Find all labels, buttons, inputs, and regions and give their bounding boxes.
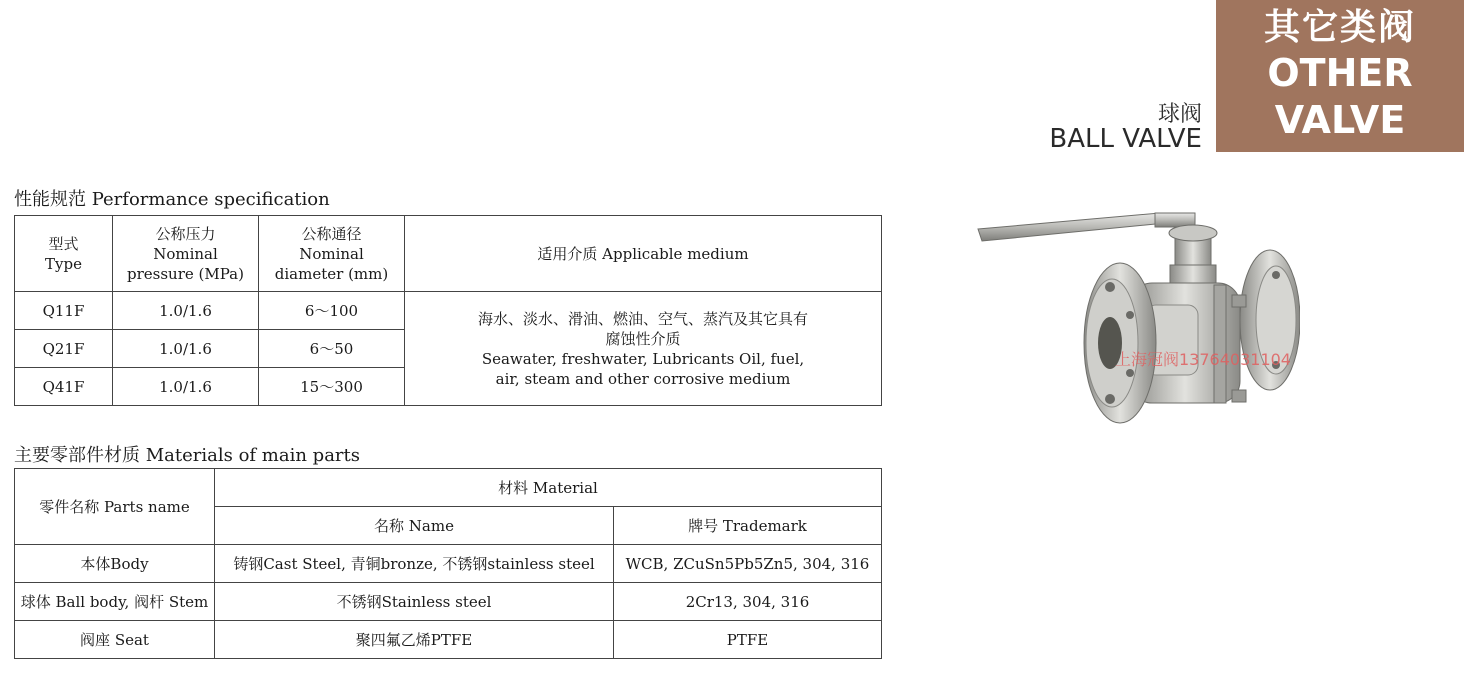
part-cell: 本体Body — [15, 545, 215, 583]
table-row — [15, 545, 882, 583]
type-cell: Q41F — [15, 368, 113, 406]
diameter-cell: 6～100 — [259, 292, 405, 330]
header-pressure — [113, 216, 259, 292]
trademark-cell: WCB, ZCuSn5Pb5Zn5, 304, 316 — [614, 545, 882, 583]
pressure-cell: 1.0/1.6 — [113, 292, 259, 330]
category-title-zh: 其它类阀 — [1263, 7, 1416, 48]
header-type-zh: 型式 — [48, 234, 79, 253]
trademark-cell: PTFE — [614, 621, 882, 659]
performance-section-title: 性能规范 Performance specification — [14, 189, 330, 210]
category-banner — [1216, 0, 1464, 152]
pressure-cell: 1.0/1.6 — [113, 330, 259, 368]
part-cell: 阀座 Seat — [15, 621, 215, 659]
header-pressure-zh: 公称压力 — [155, 224, 216, 243]
category-title-en-1: OTHER — [1267, 51, 1413, 95]
materials-header-row — [15, 469, 882, 507]
material-name-cell: 不锈钢Stainless steel — [215, 583, 614, 621]
materials-section-title: 主要零部件材质 Materials of main parts — [14, 445, 360, 466]
trademark-cell: 2Cr13, 304, 316 — [614, 583, 882, 621]
medium-en: Seawater, freshwater, Lubricants Oil, fuel, air, steam and other corrosive medium — [481, 349, 805, 388]
header-diameter-en-2: diameter (mm) — [274, 264, 389, 283]
pressure-cell: 1.0/1.6 — [113, 368, 259, 406]
performance-header-row — [15, 216, 882, 292]
performance-table — [14, 215, 882, 406]
product-title-en: BALL VALVE — [1049, 124, 1202, 154]
header-type-en: Type — [45, 254, 82, 273]
material-name-cell: 聚四氟乙烯PTFE — [215, 621, 614, 659]
header-type — [15, 216, 113, 292]
header-diameter-zh: 公称通径 — [301, 224, 362, 243]
medium-zh: 海水、淡水、滑油、燃油、空气、蒸汽及其它具有腐蚀性介质 — [477, 309, 808, 348]
header-diameter — [259, 216, 405, 292]
type-cell: Q11F — [15, 292, 113, 330]
diameter-cell: 6～50 — [259, 330, 405, 368]
material-name-cell: 铸钢Cast Steel, 青铜bronze, 不锈钢stainless steel — [215, 545, 614, 583]
header-trademark: 牌号 Trademark — [614, 507, 882, 545]
header-material: 材料 Material — [215, 469, 882, 507]
table-row — [15, 292, 882, 330]
table-row — [15, 621, 882, 659]
header-name: 名称 Name — [215, 507, 614, 545]
part-cell: 球体 Ball body, 阀杆 Stem — [15, 583, 215, 621]
ball-valve-image — [970, 205, 1300, 455]
watermark-text: 上海冠阀13764031104 — [1115, 350, 1291, 369]
medium-cell — [405, 292, 882, 406]
type-cell: Q21F — [15, 330, 113, 368]
header-diameter-en-1: Nominal — [299, 244, 364, 263]
header-parts-name: 零件名称 Parts name — [15, 469, 215, 545]
product-title-zh: 球阀 — [1157, 102, 1202, 127]
header-pressure-en-1: Nominal — [153, 244, 218, 263]
category-title-en-2: VALVE — [1274, 98, 1406, 142]
header-pressure-en-2: pressure (MPa) — [127, 264, 244, 283]
header-medium: 适用介质 Applicable medium — [405, 216, 882, 292]
diameter-cell: 15～300 — [259, 368, 405, 406]
table-row — [15, 583, 882, 621]
materials-table — [14, 468, 882, 659]
